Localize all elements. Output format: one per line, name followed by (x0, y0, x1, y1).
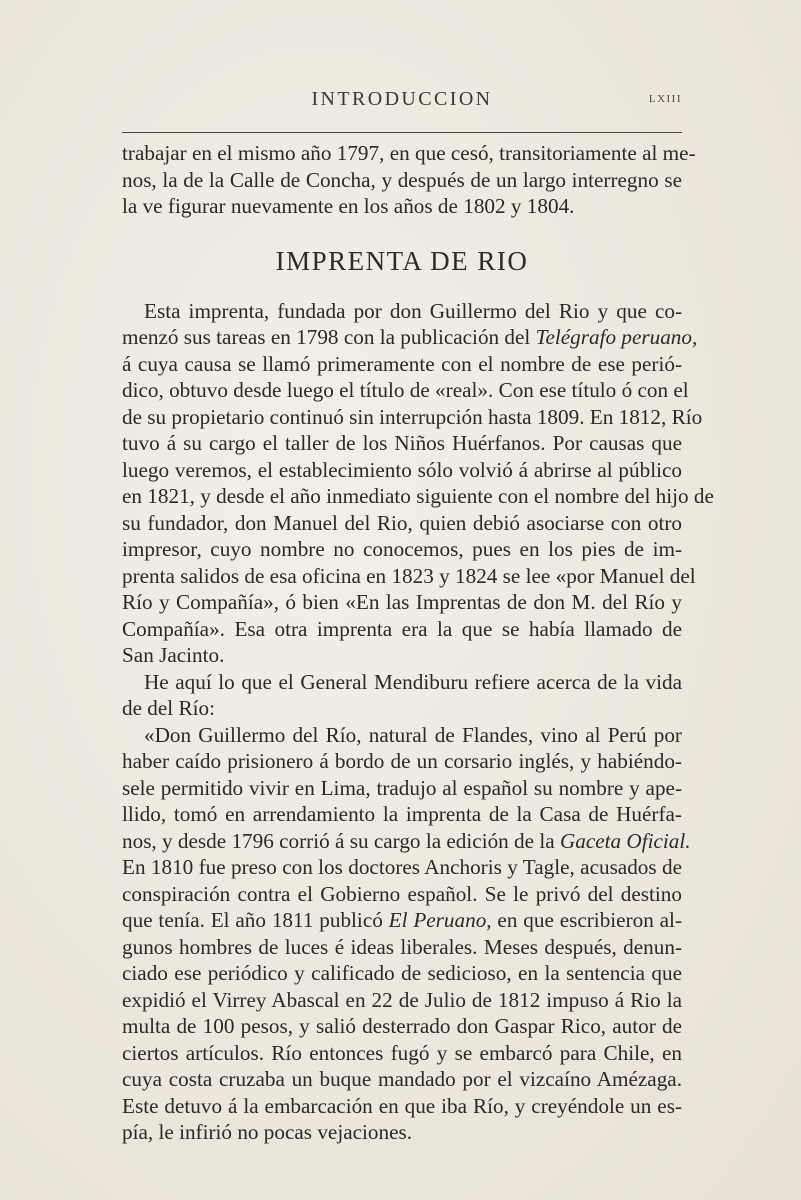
text-line: su fundador, don Manuel del Rio, quien debió asociarse con otro (122, 510, 682, 535)
text-line: «Don Guillermo del Río, natural de Flandes, vino al Perú por (144, 722, 682, 747)
text-line: San Jacinto. (122, 643, 225, 667)
text-line: de del Río: (122, 696, 215, 720)
text-line: la ve figurar nuevamente en los años de 1802 y 1804. (122, 194, 575, 218)
text-line: cuya costa cruzaba un buque mandado por el vizcaíno Amézaga. (122, 1067, 682, 1091)
text-line: Este detuvo á la embarcación en que iba Río, y creyéndole un es- (122, 1093, 682, 1118)
paragraph-quote (122, 722, 691, 1146)
text-fragment: menzó sus tareas en 1798 con la publicación del (122, 325, 536, 349)
publication-title: Telégrafo peruano, (535, 325, 698, 349)
paragraph-history (122, 298, 714, 669)
text-line (122, 907, 682, 934)
text-line (122, 324, 698, 351)
text-line: trabajar en el mismo año 1797, en que cesó, transitoriamente al me- (122, 141, 696, 165)
text-line: ciertos artículos. Río entonces fugó y se embarcó para Chile, en (122, 1040, 682, 1065)
text-line: dico, obtuvo desde luego el título de «real». Con ese título ó con el (122, 378, 689, 402)
header-title: INTRODUCCION (311, 88, 493, 110)
running-header (122, 88, 682, 118)
text-line: gunos hombres de luces é ideas liberales. Meses después, denun- (122, 934, 682, 959)
text-line: Esta imprenta, fundada por don Guillermo del Rio y que co- (144, 298, 682, 323)
page-body (122, 140, 714, 1146)
text-line: luego veremos, el establecimiento sólo volvió á abrirse al público (122, 457, 682, 482)
text-line: Compañía». Esa otra imprenta era la que se había llamado de (122, 616, 682, 641)
text-line: á cuya causa se llamó primeramente con el nombre de ese perió- (122, 351, 682, 376)
publication-title: Gaceta Oficial. (559, 828, 691, 853)
text-line: multa de 100 pesos, y salió desterrado don Gaspar Rico, autor de (122, 1014, 682, 1038)
text-line: nos, la de la Calle de Concha, y después de un largo interregno se (122, 167, 682, 192)
text-line: pía, le infirió no pocas vejaciones. (122, 1120, 413, 1144)
text-line: haber caído prisionero á bordo de un corsario inglés, y habiéndo- (122, 749, 682, 773)
page-number: LXIII (648, 93, 682, 105)
text-line: en 1821, y desde el año inmediato siguiente con el nombre del hijo de (122, 484, 714, 508)
text-line: llido, tomó en arrendamiento la imprenta de la Casa de Huérfa- (122, 802, 682, 826)
text-fragment: que tenía. El año 1811 publicó (122, 908, 389, 932)
text-line: He aquí lo que el General Mendiburu refiere acerca de la vida (144, 669, 682, 694)
text-line: Río y Compañía», ó bien «En las Imprentas de don M. del Río y (122, 590, 682, 614)
text-line: En 1810 fue preso con los doctores Anchoris y Tagle, acusados de (122, 855, 682, 879)
text-line: sele permitido vivir en Lima, tradujo al español su nombre y ape- (122, 775, 682, 800)
text-line: de su propietario continuó sin interrupción hasta 1809. En 1812, Río (122, 404, 703, 429)
section-title: IMPRENTA DE RIO (275, 245, 529, 276)
text-line: ciado ese periódico y calificado de sedicioso, en la sentencia que (122, 961, 682, 985)
header-rule (122, 132, 682, 134)
text-line: tuvo á su cargo el taller de los Niños Huérfanos. Por causas que (122, 431, 682, 455)
text-line: impresor, cuyo nombre no conocemos, pues en los pies de im- (122, 537, 682, 561)
text-fragment: nos, y desde 1796 corrió á su cargo la edición de la (122, 828, 560, 853)
text-line: conspiración contra el Gobierno español. Se le privó del destino (122, 881, 682, 906)
intro-paragraph (122, 140, 696, 220)
text-line: prenta salidos de esa oficina en 1823 y 1824 se lee «por Manuel del (122, 563, 696, 588)
text-fragment: en que escribieron al- (491, 908, 683, 932)
text-line: expidió el Virrey Abascal en 22 de Julio de 1812 impuso á Rio la (122, 987, 682, 1012)
paragraph-mendiburu-intro (122, 669, 682, 722)
text-line (122, 828, 691, 855)
publication-title: El Peruano, (388, 908, 492, 932)
